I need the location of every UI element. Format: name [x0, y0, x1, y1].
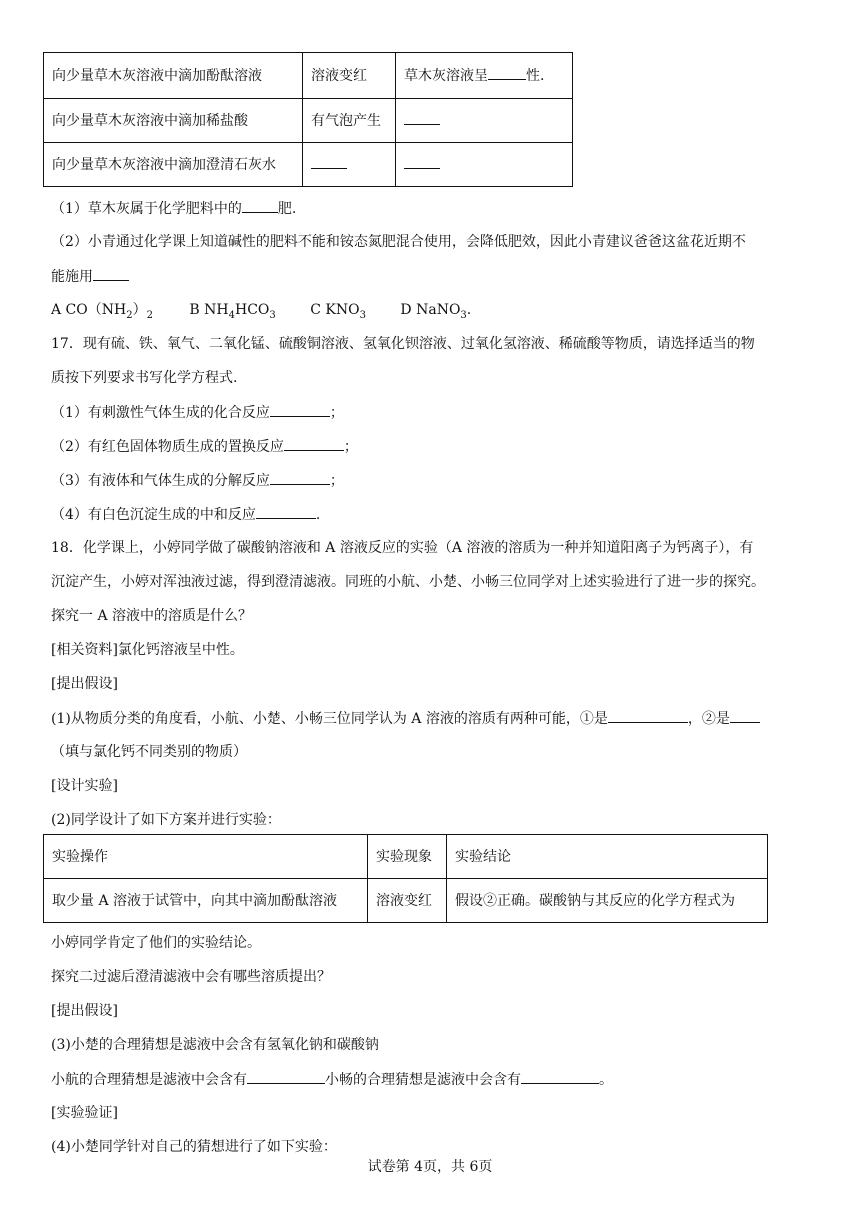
table-cell: 向少量草木灰溶液中滴加稀盐酸 — [44, 99, 303, 143]
q18-line7: （填与氯化钙不同类别的物质） — [51, 744, 247, 760]
answer-blank — [270, 470, 330, 485]
answer-blank — [404, 110, 440, 125]
text: ，②是 — [687, 711, 730, 727]
q18-line6 — [51, 708, 760, 729]
cell-text: 草木灰溶液呈 — [404, 68, 488, 84]
q18-line3: 探究一 A 溶液中的溶质是什么？ — [51, 608, 253, 624]
q18-line15: [实验验证] — [51, 1105, 118, 1121]
experiment-table-1 — [43, 52, 573, 187]
q18-line8: [设计实验] — [51, 778, 118, 794]
table-row — [44, 143, 573, 187]
text: 小航的合理猜想是滤液中会含有 — [51, 1072, 247, 1088]
q18-line13: (3)小楚的合理猜想是滤液中会含有氢氧化钠和碳酸钠 — [51, 1037, 379, 1053]
answer-blank — [404, 154, 440, 169]
option-d: D NaNO$_3$. — [400, 302, 472, 321]
table-cell: 向少量草木灰溶液中滴加酚酞溶液 — [44, 53, 303, 99]
answer-blank — [608, 708, 688, 723]
q18-line5: [提出假设] — [51, 676, 118, 692]
answer-blank — [521, 1069, 599, 1084]
q18-line10: 小婷同学肯定了他们的实验结论。 — [51, 935, 261, 951]
table-header-cell: 实验操作 — [44, 835, 368, 879]
q17-stem-line1: 17．现有硫、铁、氧气、二氧化锰、硫酸铜溶液、氢氧化钡溶液、过氧化氢溶液、稀硫酸等物质，请选择适当的物 — [51, 336, 755, 352]
experiment-table-2 — [43, 834, 768, 923]
text: （3）有液体和气体生成的分解反应 — [51, 473, 270, 489]
q17-stem-line2: 质按下列要求书写化学方程式. — [51, 370, 238, 386]
q18-line4: [相关资料]氯化钙溶液呈中性。 — [51, 642, 244, 658]
text: ； — [329, 473, 344, 489]
text: 肥. — [277, 201, 297, 217]
text: ； — [343, 439, 358, 455]
table-row — [44, 53, 573, 99]
q16-part1 — [51, 198, 296, 219]
table-cell: 有气泡产生 — [303, 99, 396, 143]
table-header-cell: 实验结论 — [447, 835, 768, 879]
table-cell: 假设②正确。碳酸钠与其反应的化学方程式为 — [447, 879, 768, 923]
cell-text: 性. — [526, 68, 545, 84]
q18-line11: 探究二过滤后澄清滤液中会有哪些溶质提出？ — [51, 969, 331, 985]
text: (1)从物质分类的角度看，小航、小楚、小畅三位同学认为 A 溶液的溶质有两种可能，①是 — [51, 711, 608, 727]
answer-blank — [242, 198, 278, 213]
table-row — [44, 99, 573, 143]
text: 小畅的合理猜想是滤液中会含有 — [325, 1072, 521, 1088]
text: 。 — [599, 1072, 613, 1088]
table-header-cell: 实验现象 — [368, 835, 447, 879]
table-cell: 溶液变红 — [303, 53, 396, 99]
q18-line9: (2)同学设计了如下方案并进行实验： — [51, 812, 281, 828]
text: （2）有红色固体物质生成的置换反应 — [51, 439, 284, 455]
answer-blank — [270, 402, 330, 417]
table-cell — [303, 143, 396, 187]
q18-line16: (4)小楚同学针对自己的猜想进行了如下实验： — [51, 1139, 337, 1155]
q17-item-1 — [51, 402, 344, 423]
answer-blank — [311, 154, 347, 169]
answer-blank — [256, 504, 316, 519]
option-a: A $CO(NH_2)_2$ — [51, 302, 153, 321]
table-cell: 向少量草木灰溶液中滴加澄清石灰水 — [44, 143, 303, 187]
q18-line14 — [51, 1069, 613, 1090]
option-b: B $NH_4HCO_3$ — [189, 302, 276, 321]
text: 能施用 — [51, 269, 93, 285]
answer-blank — [93, 266, 129, 281]
text: （4）有白色沉淀生成的中和反应 — [51, 507, 256, 523]
table-cell — [396, 53, 573, 99]
text: （1）草木灰属于化学肥料中的 — [51, 201, 242, 217]
table-header-row — [44, 835, 768, 879]
answer-blank — [284, 436, 344, 451]
page-footer: 试卷第 4页，共 6页 — [367, 1159, 493, 1175]
text: ； — [329, 405, 344, 421]
q18-line12: [提出假设] — [51, 1003, 118, 1019]
answer-blank — [488, 65, 526, 80]
q17-item-4 — [51, 504, 320, 525]
option-c: C $KNO_3$ — [310, 302, 366, 321]
q18-line2: 沉淀产生，小婷对浑浊液过滤，得到澄清滤液。同班的小航、小楚、小畅三位同学对上述实验进行了进一步的探究。 — [51, 574, 765, 590]
table-cell — [396, 99, 573, 143]
answer-blank — [730, 708, 760, 723]
table-cell: 取少量 A 溶液于试管中，向其中滴加酚酞溶液 — [44, 879, 368, 923]
text: （1）有刺激性气体生成的化合反应 — [51, 405, 270, 421]
q16-part2-line1: （2）小青通过化学课上知道碱性的肥料不能和铵态氮肥混合使用，会降低肥效，因此小青建议爸爸这盆花近期不 — [51, 234, 746, 250]
q17-item-3 — [51, 470, 344, 491]
q16-options — [51, 300, 471, 326]
q16-part2-line2 — [51, 266, 129, 287]
answer-blank — [247, 1069, 325, 1084]
table-cell: 溶液变红 — [368, 879, 447, 923]
q18-line1: 18．化学课上，小婷同学做了碳酸钠溶液和 A 溶液反应的实验（A 溶液的溶质为一种并知道阳离子为钙离子），有 — [51, 540, 754, 556]
text: . — [315, 507, 321, 523]
table-cell — [396, 143, 573, 187]
table-row — [44, 879, 768, 923]
q17-item-2 — [51, 436, 358, 457]
